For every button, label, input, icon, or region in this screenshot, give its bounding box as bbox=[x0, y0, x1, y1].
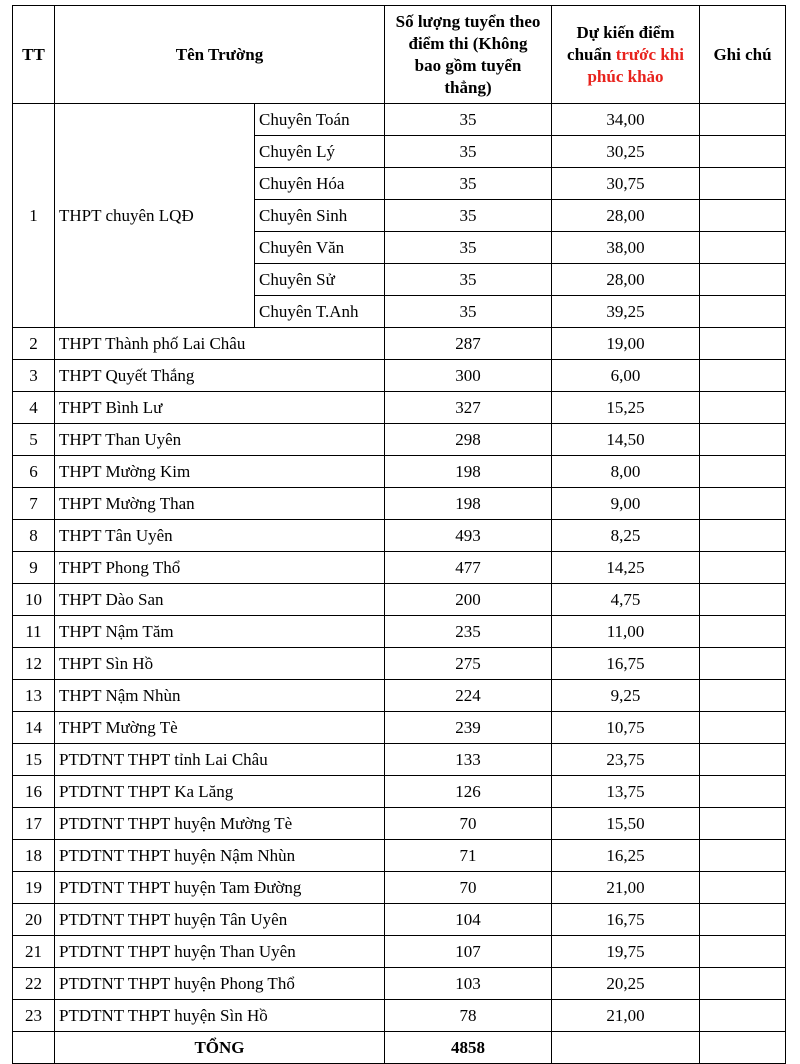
quota-cell: 70 bbox=[385, 808, 552, 840]
quota-cell: 126 bbox=[385, 776, 552, 808]
header-score-highlight: trước khi phúc khảo bbox=[587, 44, 684, 86]
quota-cell: 35 bbox=[385, 168, 552, 200]
row-tt: 5 bbox=[13, 424, 55, 456]
table-header-row bbox=[13, 6, 786, 104]
school-name: PTDTNT THPT huyện Sìn Hồ bbox=[55, 1000, 385, 1032]
note-cell bbox=[700, 232, 786, 264]
quota-cell: 477 bbox=[385, 552, 552, 584]
score-cell: 14,50 bbox=[552, 424, 700, 456]
row-tt: 23 bbox=[13, 1000, 55, 1032]
quota-cell: 239 bbox=[385, 712, 552, 744]
note-cell bbox=[700, 136, 786, 168]
quota-cell: 298 bbox=[385, 424, 552, 456]
quota-cell: 327 bbox=[385, 392, 552, 424]
total-score-cell bbox=[552, 1032, 700, 1064]
score-cell: 34,00 bbox=[552, 104, 700, 136]
table-row bbox=[13, 776, 786, 808]
header-score bbox=[552, 6, 700, 104]
school-name: PTDTNT THPT tỉnh Lai Châu bbox=[55, 744, 385, 776]
row-tt: 8 bbox=[13, 520, 55, 552]
score-cell: 8,25 bbox=[552, 520, 700, 552]
school-name: THPT Quyết Thắng bbox=[55, 360, 385, 392]
quota-cell: 198 bbox=[385, 456, 552, 488]
score-cell: 15,25 bbox=[552, 392, 700, 424]
school-name: THPT Nậm Tăm bbox=[55, 616, 385, 648]
total-tt-cell bbox=[13, 1032, 55, 1064]
row-tt: 12 bbox=[13, 648, 55, 680]
table-row bbox=[13, 840, 786, 872]
row-tt: 3 bbox=[13, 360, 55, 392]
note-cell bbox=[700, 520, 786, 552]
score-cell: 19,00 bbox=[552, 328, 700, 360]
row-tt: 9 bbox=[13, 552, 55, 584]
note-cell bbox=[700, 264, 786, 296]
row-tt: 13 bbox=[13, 680, 55, 712]
note-cell bbox=[700, 488, 786, 520]
quota-cell: 275 bbox=[385, 648, 552, 680]
row-tt: 16 bbox=[13, 776, 55, 808]
quota-cell: 70 bbox=[385, 872, 552, 904]
row-tt: 22 bbox=[13, 968, 55, 1000]
admission-score-table bbox=[12, 5, 786, 1064]
quota-cell: 35 bbox=[385, 296, 552, 328]
class-name: Chuyên T.Anh bbox=[255, 296, 385, 328]
score-cell: 19,75 bbox=[552, 936, 700, 968]
note-cell bbox=[700, 328, 786, 360]
quota-cell: 35 bbox=[385, 136, 552, 168]
class-name: Chuyên Toán bbox=[255, 104, 385, 136]
school-name: PTDTNT THPT Ka Lăng bbox=[55, 776, 385, 808]
quota-cell: 300 bbox=[385, 360, 552, 392]
table-row bbox=[13, 552, 786, 584]
class-name: Chuyên Sử bbox=[255, 264, 385, 296]
school-name: THPT Mường Kim bbox=[55, 456, 385, 488]
score-cell: 10,75 bbox=[552, 712, 700, 744]
table-row bbox=[13, 680, 786, 712]
score-cell: 16,75 bbox=[552, 648, 700, 680]
score-cell: 16,75 bbox=[552, 904, 700, 936]
class-name: Chuyên Lý bbox=[255, 136, 385, 168]
table-row bbox=[13, 936, 786, 968]
school-name: THPT Phong Thổ bbox=[55, 552, 385, 584]
note-cell bbox=[700, 552, 786, 584]
note-cell bbox=[700, 1000, 786, 1032]
score-cell: 21,00 bbox=[552, 872, 700, 904]
quota-cell: 35 bbox=[385, 232, 552, 264]
header-quota: Số lượng tuyển theo điểm thi (Không bao gồm tuyển thẳng) bbox=[385, 6, 552, 104]
score-cell: 14,25 bbox=[552, 552, 700, 584]
total-note-cell bbox=[700, 1032, 786, 1064]
quota-cell: 71 bbox=[385, 840, 552, 872]
school-name: THPT Bình Lư bbox=[55, 392, 385, 424]
table-row bbox=[13, 424, 786, 456]
note-cell bbox=[700, 392, 786, 424]
score-cell: 4,75 bbox=[552, 584, 700, 616]
row-tt: 7 bbox=[13, 488, 55, 520]
score-cell: 30,75 bbox=[552, 168, 700, 200]
table-row bbox=[13, 744, 786, 776]
row-tt: 17 bbox=[13, 808, 55, 840]
table-row bbox=[13, 584, 786, 616]
note-cell bbox=[700, 776, 786, 808]
quota-cell: 200 bbox=[385, 584, 552, 616]
school-name: THPT Mường Tè bbox=[55, 712, 385, 744]
table-row bbox=[13, 520, 786, 552]
note-cell bbox=[700, 200, 786, 232]
note-cell bbox=[700, 648, 786, 680]
score-cell: 28,00 bbox=[552, 200, 700, 232]
class-name: Chuyên Hóa bbox=[255, 168, 385, 200]
quota-cell: 133 bbox=[385, 744, 552, 776]
note-cell bbox=[700, 872, 786, 904]
quota-cell: 35 bbox=[385, 264, 552, 296]
quota-cell: 107 bbox=[385, 936, 552, 968]
class-name: Chuyên Sinh bbox=[255, 200, 385, 232]
score-cell: 38,00 bbox=[552, 232, 700, 264]
school-name: THPT Than Uyên bbox=[55, 424, 385, 456]
note-cell bbox=[700, 904, 786, 936]
school-name: THPT Sìn Hồ bbox=[55, 648, 385, 680]
quota-cell: 224 bbox=[385, 680, 552, 712]
score-cell: 6,00 bbox=[552, 360, 700, 392]
quota-cell: 104 bbox=[385, 904, 552, 936]
score-cell: 8,00 bbox=[552, 456, 700, 488]
school-name: PTDTNT THPT huyện Than Uyên bbox=[55, 936, 385, 968]
note-cell bbox=[700, 104, 786, 136]
note-cell bbox=[700, 424, 786, 456]
school-name: THPT Dào San bbox=[55, 584, 385, 616]
table-row bbox=[13, 904, 786, 936]
table-row bbox=[13, 808, 786, 840]
header-tt: TT bbox=[13, 6, 55, 104]
score-cell: 15,50 bbox=[552, 808, 700, 840]
quota-cell: 287 bbox=[385, 328, 552, 360]
note-cell bbox=[700, 936, 786, 968]
score-cell: 13,75 bbox=[552, 776, 700, 808]
row-tt: 6 bbox=[13, 456, 55, 488]
school-name: THPT Nậm Nhùn bbox=[55, 680, 385, 712]
school-name: THPT Tân Uyên bbox=[55, 520, 385, 552]
header-school: Tên Trường bbox=[55, 6, 385, 104]
table-row bbox=[13, 872, 786, 904]
quota-cell: 198 bbox=[385, 488, 552, 520]
note-cell bbox=[700, 840, 786, 872]
row-tt: 4 bbox=[13, 392, 55, 424]
score-cell: 9,25 bbox=[552, 680, 700, 712]
school-name: PTDTNT THPT huyện Tam Đường bbox=[55, 872, 385, 904]
total-label: TỔNG bbox=[55, 1032, 385, 1064]
table-row bbox=[13, 648, 786, 680]
school-name: PTDTNT THPT huyện Tân Uyên bbox=[55, 904, 385, 936]
table-row bbox=[13, 488, 786, 520]
score-cell: 30,25 bbox=[552, 136, 700, 168]
total-value: 4858 bbox=[385, 1032, 552, 1064]
note-cell bbox=[700, 744, 786, 776]
note-cell bbox=[700, 296, 786, 328]
table-row bbox=[13, 392, 786, 424]
table-row bbox=[13, 712, 786, 744]
note-cell bbox=[700, 584, 786, 616]
quota-cell: 103 bbox=[385, 968, 552, 1000]
score-cell: 16,25 bbox=[552, 840, 700, 872]
note-cell bbox=[700, 456, 786, 488]
quota-cell: 78 bbox=[385, 1000, 552, 1032]
score-cell: 21,00 bbox=[552, 1000, 700, 1032]
header-note: Ghi chú bbox=[700, 6, 786, 104]
row-tt: 2 bbox=[13, 328, 55, 360]
table-row bbox=[13, 360, 786, 392]
total-row bbox=[13, 1032, 786, 1064]
school-name: PTDTNT THPT huyện Mường Tè bbox=[55, 808, 385, 840]
table-row bbox=[13, 968, 786, 1000]
note-cell bbox=[700, 360, 786, 392]
note-cell bbox=[700, 168, 786, 200]
row-tt: 19 bbox=[13, 872, 55, 904]
note-cell bbox=[700, 808, 786, 840]
score-cell: 11,00 bbox=[552, 616, 700, 648]
row-tt: 10 bbox=[13, 584, 55, 616]
score-cell: 28,00 bbox=[552, 264, 700, 296]
score-cell: 9,00 bbox=[552, 488, 700, 520]
school-name: THPT Thành phố Lai Châu bbox=[55, 328, 385, 360]
score-cell: 39,25 bbox=[552, 296, 700, 328]
table-row bbox=[13, 456, 786, 488]
row-tt: 11 bbox=[13, 616, 55, 648]
note-cell bbox=[700, 712, 786, 744]
quota-cell: 35 bbox=[385, 200, 552, 232]
row-tt: 20 bbox=[13, 904, 55, 936]
score-cell: 23,75 bbox=[552, 744, 700, 776]
table-row bbox=[13, 328, 786, 360]
table-row bbox=[13, 616, 786, 648]
row-tt: 18 bbox=[13, 840, 55, 872]
header-score-prefix: Dự kiến điểm chuẩn bbox=[567, 22, 675, 64]
quota-cell: 493 bbox=[385, 520, 552, 552]
note-cell bbox=[700, 968, 786, 1000]
school-name: PTDTNT THPT huyện Nậm Nhùn bbox=[55, 840, 385, 872]
school-name: PTDTNT THPT huyện Phong Thổ bbox=[55, 968, 385, 1000]
row-tt: 15 bbox=[13, 744, 55, 776]
quota-cell: 235 bbox=[385, 616, 552, 648]
score-cell: 20,25 bbox=[552, 968, 700, 1000]
row-tt: 1 bbox=[13, 104, 55, 328]
class-name: Chuyên Văn bbox=[255, 232, 385, 264]
row-tt: 21 bbox=[13, 936, 55, 968]
note-cell bbox=[700, 616, 786, 648]
row-tt: 14 bbox=[13, 712, 55, 744]
table-row bbox=[13, 1000, 786, 1032]
school-name: THPT Mường Than bbox=[55, 488, 385, 520]
quota-cell: 35 bbox=[385, 104, 552, 136]
note-cell bbox=[700, 680, 786, 712]
school-name: THPT chuyên LQĐ bbox=[55, 104, 255, 328]
table-row bbox=[13, 104, 786, 136]
